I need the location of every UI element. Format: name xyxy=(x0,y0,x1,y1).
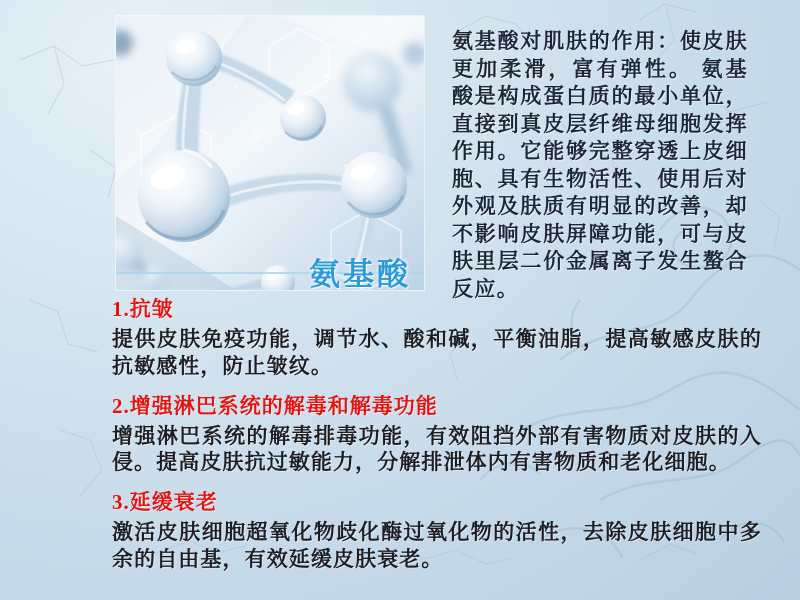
molecule-illustration xyxy=(116,16,424,290)
intro-paragraph: 氨基酸对肌肤的作用：使皮肤更加柔滑，富有弹性。 氨基酸是构成蛋白质的最小单位，直接到真皮层纤维母细胞发挥作用。它能够完整穿透上皮细胞、具有生物活性、使用后对外观及肤质有明显的改善，却不影响皮肤屏障功能，可与皮肤里层二价金属离子发生螯合反应。 xyxy=(452,29,748,301)
section-3-body: 激活皮肤细胞超氧化物歧化酶过氧化物的活性，去除皮肤细胞中多余的自由基，有效延缓皮肤衰老。 xyxy=(112,520,762,571)
amino-acid-molecule-image xyxy=(116,16,424,290)
section-anti-wrinkle xyxy=(112,296,762,380)
section-anti-aging xyxy=(112,489,762,573)
section-2-body: 增强淋巴系统的解毒排毒功能，有效阻挡外部有害物质对皮肤的入侵。提高皮肤抗过敏能力，分解排泄体内有害物质和老化细胞。 xyxy=(112,423,762,475)
section-2-heading: 2.增强淋巴系统的解毒和解毒功能 xyxy=(112,393,438,418)
benefit-sections xyxy=(112,296,762,586)
section-1-heading: 1.抗皱 xyxy=(112,297,174,321)
section-3-heading: 3.延缓衰老 xyxy=(112,490,218,515)
molecule-caption: 氨基酸 xyxy=(309,257,411,290)
section-lymph-detox xyxy=(112,393,762,477)
section-1-body: 提供皮肤免疫功能，调节水、酸和碱，平衡油脂，提高敏感皮肤的抗敏感性，防止皱纹。 xyxy=(112,327,762,378)
